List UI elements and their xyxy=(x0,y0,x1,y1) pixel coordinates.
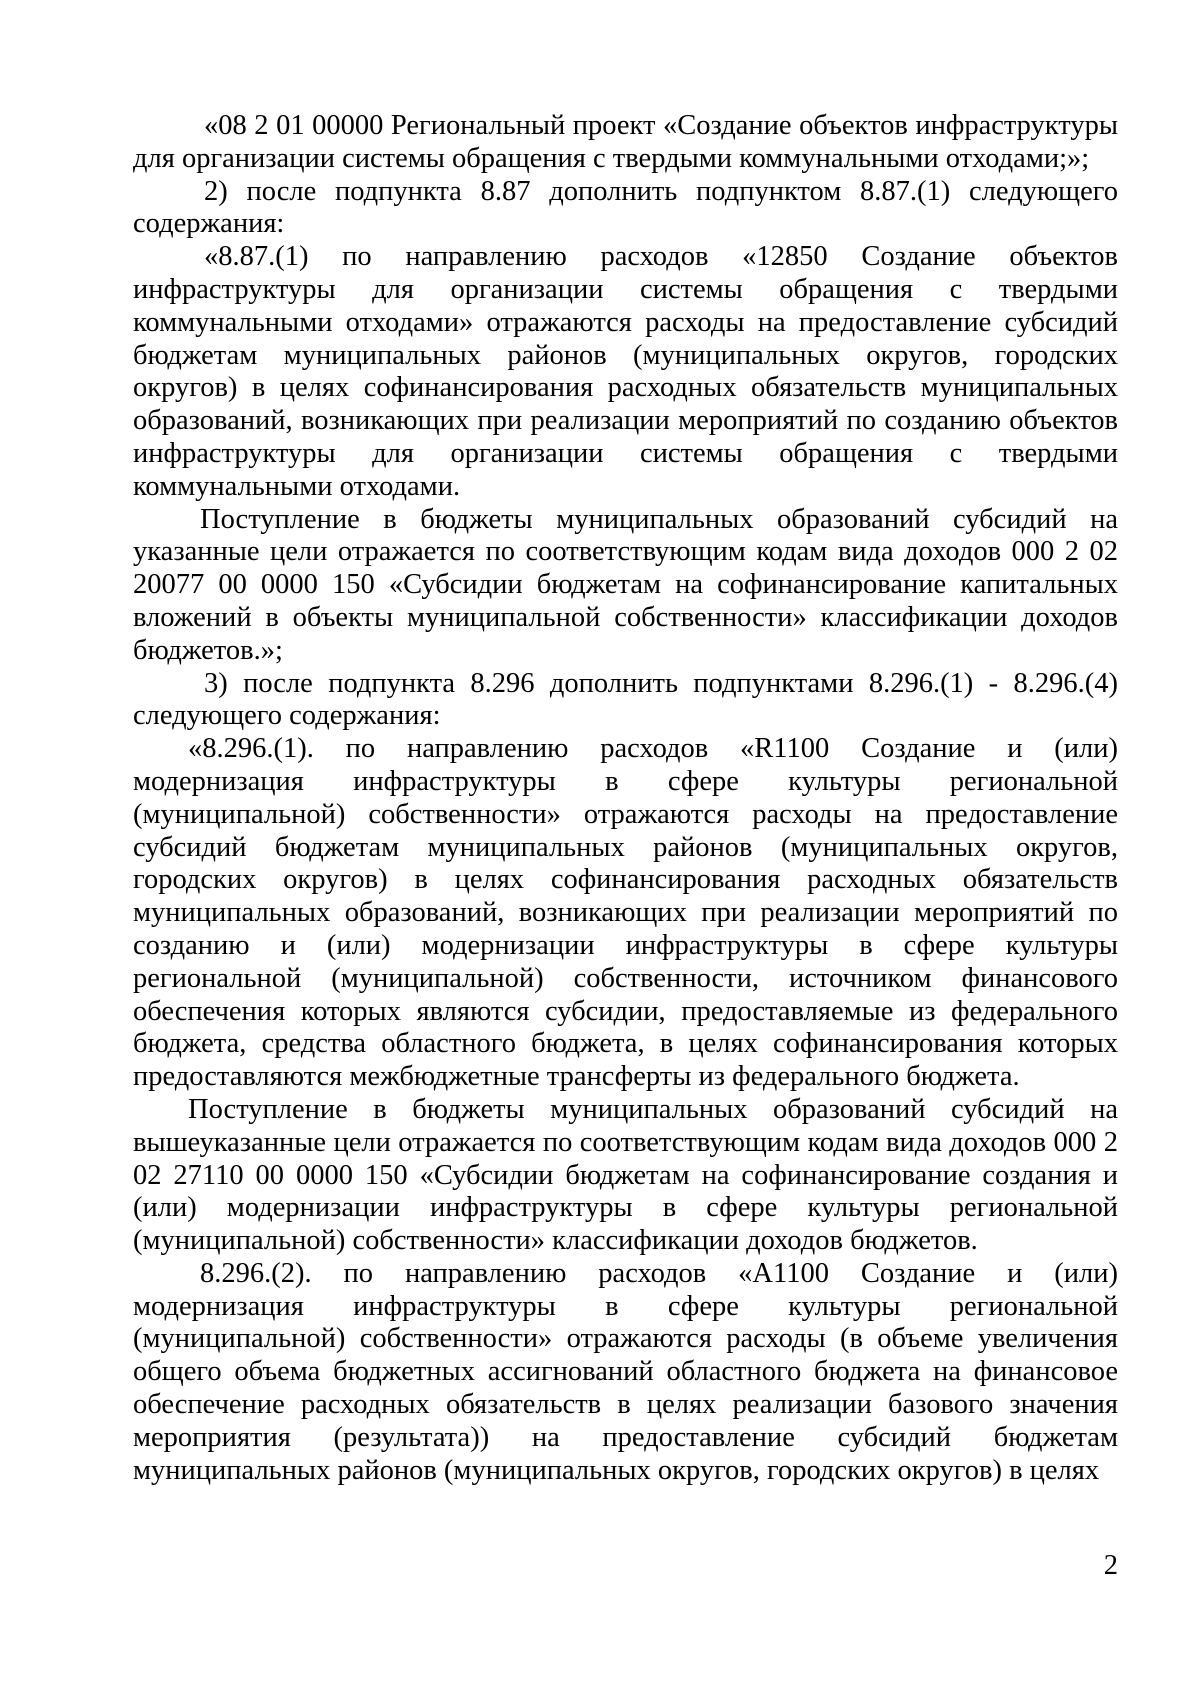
paragraph-income-receipt-2: Поступление в бюджеты муниципальных образований субсидий на вышеуказанные цели отражается по соответствующим кодам вида доходов 000 2 02 27110 00 0000 150 «Субсидии бюджетам на софинансирование создания и (или) модернизации инфраструктуры в сфере культуры региональной (муниципальной) собственности» классификации доходов бюджетов. xyxy=(133,1093,1118,1257)
paragraph-income-receipt-1: Поступление в бюджеты муниципальных образований субсидий на указанные цели отражается по соответствующим кодам вида доходов 000 2 02 20077 00 0000 150 «Субсидии бюджетам на софинансирование капитальных вложений в объекты муниципальной собственности» классификации доходов бюджетов.»; xyxy=(133,503,1118,666)
paragraph-8-296-1: «8.296.(1). по направлению расходов «R1100 Создание и (или) модернизация инфраструктуры в сфере культуры региональной (муниципальной) собственности» отражаются расходы на предоставление субсидий бюджетам муниципальных районов (муниципальных округов, городских округов) в целях софинансирования расходных обязательств муниципальных образований, возникающих при реализации мероприятий по созданию и (или) модернизации инфраструктуры в сфере культуры региональной (муниципальной) собственности, источником финансового обеспечения которых являются субсидии, предоставляемые из федерального бюджета, средства областного бюджета, в целях софинансирования которых предоставляются межбюджетные трансферты из федерального бюджета. xyxy=(133,733,1118,1093)
paragraph-project-code: «08 2 01 00000 Региональный проект «Создание объектов инфраструктуры для организации системы обращения с твердыми коммунальными отходами;»; xyxy=(133,110,1118,174)
paragraph-8-296-2: 8.296.(2). по направлению расходов «А1100 Создание и (или) модернизация инфраструктуры в сфере культуры региональной (муниципальной) собственности» отражаются расходы (в объеме увеличения общего объема бюджетных ассигнований областного бюджета на финансовое обеспечение расходных обязательств в целях реализации базового значения мероприятия (результата)) на предоставление субсидий бюджетам муниципальных районов (муниципальных округов, городских округов) в целях xyxy=(133,1257,1118,1486)
paragraph-8-87-1: «8.87.(1) по направлению расходов «12850 Создание объектов инфраструктуры для организации системы обращения с твердыми коммунальными отходами» отражаются расходы на предоставление субсидий бюджетам муниципальных районов (муниципальных округов, городских округов) в целях софинансирования расходных обязательств муниципальных образований, возникающих при реализации мероприятий по созданию объектов инфраструктуры для организации системы обращения с твердыми коммунальными отходами. xyxy=(133,241,1118,502)
document-body xyxy=(133,110,1118,1487)
paragraph-item-3: 3) после подпункта 8.296 дополнить подпунктами 8.296.(1) - 8.296.(4) следующего содержания: xyxy=(133,667,1118,732)
page-number: 2 xyxy=(1103,1550,1118,1581)
paragraph-item-2: 2) после подпункта 8.87 дополнить подпунктом 8.87.(1) следующего содержания: xyxy=(133,175,1118,240)
